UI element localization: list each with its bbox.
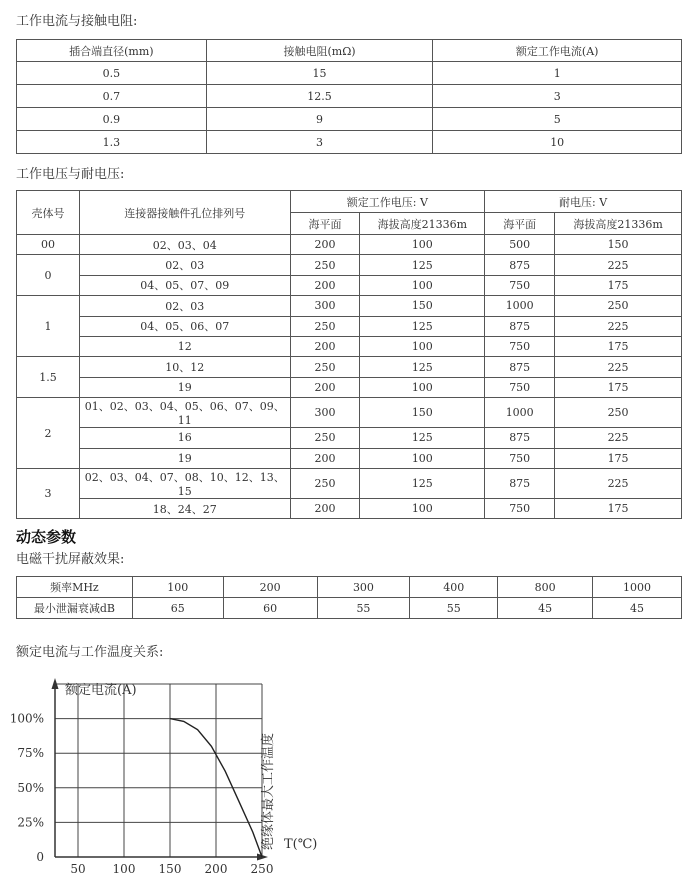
table-cell: 02、03、04、07、08、10、12、13、15 bbox=[79, 468, 290, 498]
x-tick-label: 100 bbox=[112, 862, 136, 876]
section3-title: 动态参数 bbox=[16, 528, 77, 546]
table-cell: 250 bbox=[290, 357, 360, 377]
y-tick-label: 100% bbox=[9, 711, 44, 726]
table-cell: 125 bbox=[360, 357, 485, 377]
table-cell: 04、05、06、07 bbox=[79, 316, 290, 336]
table-cell: 100 bbox=[360, 498, 485, 518]
chart-ticks bbox=[10, 712, 274, 876]
attenuation-cell: 60 bbox=[223, 598, 317, 619]
shell-number-cell: 2 bbox=[17, 398, 80, 469]
shell-number-cell: 1.5 bbox=[17, 357, 80, 398]
table-cell: 02、03、04 bbox=[79, 235, 290, 255]
table-cell: 1000 bbox=[485, 296, 555, 316]
y-tick-label: 50% bbox=[17, 780, 44, 795]
table-cell: 1 bbox=[433, 62, 682, 85]
table-cell: 150 bbox=[360, 296, 485, 316]
table-cell: 16 bbox=[79, 428, 290, 448]
table-cell: 175 bbox=[555, 448, 682, 468]
header-sea-level: 海平面 bbox=[290, 213, 360, 235]
table-cell: 15 bbox=[206, 62, 433, 85]
header-rated-voltage: 额定工作电压: V bbox=[290, 191, 485, 213]
table-cell: 750 bbox=[485, 498, 555, 518]
table-cell: 175 bbox=[555, 275, 682, 295]
frequency-cell: 1000 bbox=[593, 577, 682, 598]
frequency-cell: 800 bbox=[498, 577, 593, 598]
table-cell: 0.9 bbox=[17, 108, 207, 131]
table-cell: 175 bbox=[555, 377, 682, 397]
x-tick-label: 150 bbox=[158, 862, 182, 876]
table-cell: 04、05、07、09 bbox=[79, 275, 290, 295]
header-altitude: 海拔高度21336m bbox=[360, 213, 485, 235]
header-arrangement: 连接器接触件孔位排列号 bbox=[79, 191, 290, 235]
table-cell: 12 bbox=[79, 336, 290, 356]
table-cell: 200 bbox=[290, 498, 360, 518]
table-cell: 200 bbox=[290, 336, 360, 356]
attenuation-cell: 55 bbox=[410, 598, 498, 619]
y-tick-label: 25% bbox=[17, 815, 44, 830]
header-withstand-voltage: 耐电压: V bbox=[485, 191, 682, 213]
table-cell: 125 bbox=[360, 468, 485, 498]
table-cell: 10、12 bbox=[79, 357, 290, 377]
table-cell: 18、24、27 bbox=[79, 498, 290, 518]
table-cell: 225 bbox=[555, 255, 682, 275]
x-tick-label: 250 bbox=[250, 862, 274, 876]
section4-title: 额定电流与工作温度关系: bbox=[16, 645, 164, 660]
table-cell: 100 bbox=[360, 448, 485, 468]
attenuation-cell: 45 bbox=[498, 598, 593, 619]
table-cell: 150 bbox=[360, 398, 485, 428]
table-cell: 01、02、03、04、05、06、07、09、11 bbox=[79, 398, 290, 428]
x-axis-label: T(℃) bbox=[284, 837, 318, 852]
table-cell: 250 bbox=[290, 316, 360, 336]
section1-title: 工作电流与接触电阻: bbox=[16, 14, 138, 29]
table-cell: 100 bbox=[360, 235, 485, 255]
table-cell: 225 bbox=[555, 428, 682, 448]
table-cell: 100 bbox=[360, 377, 485, 397]
table-cell: 3 bbox=[206, 131, 433, 154]
section3-subtitle: 电磁干扰屏蔽效果: bbox=[16, 552, 125, 567]
table-cell: 300 bbox=[290, 296, 360, 316]
table-cell: 200 bbox=[290, 235, 360, 255]
table-cell: 150 bbox=[555, 235, 682, 255]
table-cell: 100 bbox=[360, 336, 485, 356]
table-cell: 225 bbox=[555, 316, 682, 336]
shell-number-cell: 0 bbox=[17, 255, 80, 296]
shell-number-cell: 00 bbox=[17, 235, 80, 255]
table-cell: 225 bbox=[555, 468, 682, 498]
table-cell: 200 bbox=[290, 275, 360, 295]
table-cell: 300 bbox=[290, 398, 360, 428]
table-cell: 0.7 bbox=[17, 85, 207, 108]
frequency-cell: 300 bbox=[317, 577, 410, 598]
frequency-cell: 100 bbox=[132, 577, 223, 598]
table-cell: 5 bbox=[433, 108, 682, 131]
x-tick-label: 50 bbox=[70, 862, 86, 876]
table-cell: 12.5 bbox=[206, 85, 433, 108]
table-cell: 875 bbox=[485, 255, 555, 275]
y-tick-label: 0 bbox=[36, 850, 44, 864]
table-cell: 250 bbox=[555, 398, 682, 428]
table-cell: 175 bbox=[555, 498, 682, 518]
shell-number-cell: 3 bbox=[17, 468, 80, 518]
table-cell: 750 bbox=[485, 336, 555, 356]
column-header: 额定工作电流(A) bbox=[433, 40, 682, 62]
y-axis-label: 额定电流(A) bbox=[65, 683, 137, 698]
table-cell: 0.5 bbox=[17, 62, 207, 85]
row-label: 最小泄漏衰减dB bbox=[17, 598, 133, 619]
table-cell: 200 bbox=[290, 377, 360, 397]
table-cell: 250 bbox=[290, 428, 360, 448]
table-cell: 250 bbox=[290, 468, 360, 498]
table-cell: 175 bbox=[555, 336, 682, 356]
table-cell: 125 bbox=[360, 255, 485, 275]
table-cell: 125 bbox=[360, 316, 485, 336]
attenuation-cell: 55 bbox=[317, 598, 410, 619]
table-cell: 19 bbox=[79, 377, 290, 397]
table-cell: 875 bbox=[485, 316, 555, 336]
table-cell: 19 bbox=[79, 448, 290, 468]
section2-title: 工作电压与耐电压: bbox=[16, 167, 125, 182]
table-cell: 750 bbox=[485, 377, 555, 397]
table-cell: 250 bbox=[555, 296, 682, 316]
table-cell: 125 bbox=[360, 428, 485, 448]
table-cell: 100 bbox=[360, 275, 485, 295]
table-cell: 10 bbox=[433, 131, 682, 154]
table-cell: 1.3 bbox=[17, 131, 207, 154]
column-header: 接触电阻(mΩ) bbox=[206, 40, 433, 62]
table-cell: 750 bbox=[485, 448, 555, 468]
table-cell: 225 bbox=[555, 357, 682, 377]
table-cell: 02、03 bbox=[79, 296, 290, 316]
frequency-cell: 400 bbox=[410, 577, 498, 598]
x-tick-label: 200 bbox=[204, 862, 228, 876]
header-sea-level: 海平面 bbox=[485, 213, 555, 235]
row-label: 频率MHz bbox=[17, 577, 133, 598]
table-cell: 250 bbox=[290, 255, 360, 275]
table-cell: 3 bbox=[433, 85, 682, 108]
table-cell: 500 bbox=[485, 235, 555, 255]
chart-axes bbox=[52, 678, 269, 861]
header-shell: 壳体号 bbox=[17, 191, 80, 235]
frequency-cell: 200 bbox=[223, 577, 317, 598]
max-temperature-annotation: 绝缘体最大工作温度 bbox=[261, 732, 276, 850]
shell-number-cell: 1 bbox=[17, 296, 80, 357]
column-header: 插合端直径(mm) bbox=[17, 40, 207, 62]
table-cell: 875 bbox=[485, 428, 555, 448]
header-altitude: 海拔高度21336m bbox=[555, 213, 682, 235]
chart-grid bbox=[55, 684, 262, 857]
table-cell: 875 bbox=[485, 468, 555, 498]
attenuation-cell: 45 bbox=[593, 598, 682, 619]
table-cell: 200 bbox=[290, 448, 360, 468]
table-cell: 9 bbox=[206, 108, 433, 131]
table-cell: 1000 bbox=[485, 398, 555, 428]
table-cell: 875 bbox=[485, 357, 555, 377]
attenuation-cell: 65 bbox=[132, 598, 223, 619]
table-cell: 750 bbox=[485, 275, 555, 295]
table-cell: 02、03 bbox=[79, 255, 290, 275]
y-tick-label: 75% bbox=[17, 746, 44, 761]
